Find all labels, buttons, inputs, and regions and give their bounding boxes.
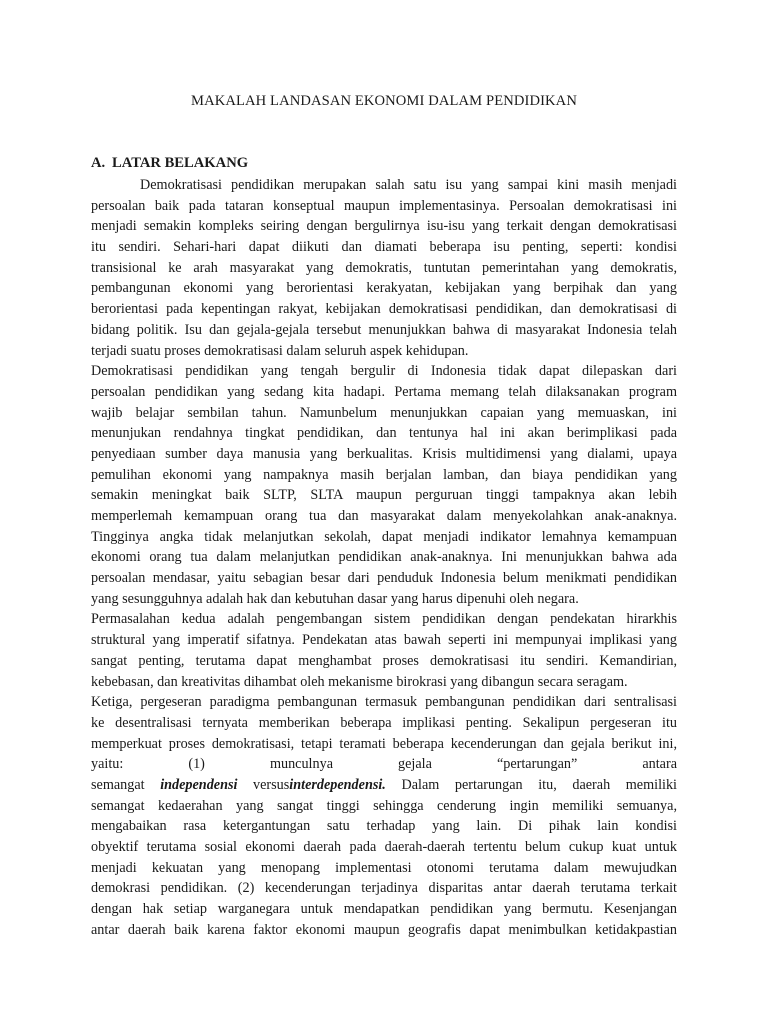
paragraph-line: berorientasi pada kepentingan rakyat, kebijakan demokratisasi pendidikan, dan demokratisasi di	[91, 301, 677, 318]
section-number: A.	[91, 155, 106, 171]
paragraph-line: persoalan pendidikan yang sedang kita hadapi. Pertama memang telah dilaksanakan program	[91, 383, 677, 400]
paragraph-line: pembangunan ekonomi yang berorientasi kerakyatan, kebijakan yang berpihak dan yang	[91, 280, 677, 297]
document-title: MAKALAH LANDASAN EKONOMI DALAM PENDIDIKAN	[191, 93, 577, 109]
paragraph-line: demokrasi pendidikan. (2) kecenderungan terjadinya disparitas antar daerah terutama terkait	[91, 880, 677, 897]
versus-text: versus	[237, 776, 290, 793]
paragraph-line: kebebasan, dan kreativitas dihambat oleh mekanisme birokrasi yang dibangun secara seragam.	[91, 673, 628, 690]
paragraph-line: dengan hak setiap warganegara untuk mendapatkan pendidikan yang bermutu. Kesenjangan	[91, 901, 677, 918]
paragraph-line: ke desentralisasi ternyata memberikan beberapa implikasi penting. Sekalipun pergeseran itu	[91, 714, 677, 731]
paragraph-line: menjadi kekuatan yang menopang implementasi otonomi terutama dalam mewujudkan	[91, 859, 677, 876]
paragraph-line	[91, 940, 677, 961]
term-independensi: independensi	[160, 776, 238, 793]
paragraph-line: Demokratisasi pendidikan merupakan salah satu isu yang sampai kini masih menjadi	[140, 177, 677, 193]
paragraph-line-emphasis	[91, 775, 677, 796]
paragraph-line: memperlemah kemampuan orang tua dan masyarakat dalam menyekolahkan anak-anaknya.	[91, 508, 677, 524]
semangat-suffix: Dalam pertarungan itu, daerah memiliki	[385, 776, 677, 793]
paragraph-line: memperkuat proses demokratisasi, tetapi teramati beberapa kecenderungan dan gejala berikut ini,	[91, 735, 677, 752]
paragraph-line: penyediaan sumber daya manusia yang berkualitas. Krisis multidimensi yang dialami, upaya	[91, 445, 677, 462]
paragraph-line: pemulihan ekonomi yang nampaknya masih berjalan lamban, dan biaya pendidikan yang	[91, 466, 677, 483]
paragraph-line: yaitu: (1) munculnya gejala “pertarungan” antara	[91, 756, 677, 773]
paragraph-line: Demokratisasi pendidikan yang tengah bergulir di Indonesia tidak dapat dilepaskan dari	[91, 363, 677, 380]
paragraph-line: menjadi semakin kompleks seiring dengan bergulirnya isu-isu yang terkait dengan demokratisasi	[91, 218, 677, 235]
paragraph-line: obyektif terutama sosial ekonomi daerah pada daerah-daerah tertentu belum cukup kuat untuk	[91, 839, 677, 855]
section-heading-text: LATAR BELAKANG	[112, 155, 249, 171]
paragraph-line: Permasalahan kedua adalah pengembangan sistem pendidikan dengan pendekatan hirarkhis	[91, 611, 677, 628]
paragraph-line: terjadi suatu proses demokratisasi dalam seluruh aspek kehidupan.	[91, 342, 469, 359]
paragraph-line: persoalan baik pada tataran konseptual maupun implementasinya. Persoalan demokratisasi ini	[91, 197, 677, 214]
paragraph-line: transisional ke arah masyarakat yang demokratis, tuntutan pemerintahan yang demokratis,	[91, 259, 677, 276]
paragraph-line: semakin meningkat baik SLTP, SLTA maupun perguruan tinggi tampaknya akan lebih	[91, 487, 677, 504]
paragraph-line: bidang politik. Isu dan gejala-gejala tersebut menunjukkan bahwa di masyarakat Indonesia telah	[91, 321, 677, 338]
paragraph-line: menunjukan rendahnya tingkat pendidikan, dan tentunya hal ini akan berimplikasi pada	[91, 425, 677, 442]
paragraph-line: itu sendiri. Sehari-hari dapat diikuti dan diamati beberapa isu penting, seperti: kondisi	[91, 239, 677, 256]
section-heading	[91, 155, 248, 172]
paragraph-line: semangat kedaerahan yang sangat tinggi sehingga cenderung ingin memiliki semuanya,	[91, 797, 677, 814]
paragraph-line: persoalan mendasar, yaitu sebagian besar dari penduduk Indonesia belum menikmati pendidikan	[91, 570, 677, 587]
paragraph-line: ekonomi orang tua dalam melanjutkan pendidikan anak-anaknya. Ini menunjukkan bahwa ada	[91, 549, 677, 566]
semangat-prefix: semangat	[91, 776, 161, 793]
document-body	[91, 175, 677, 961]
paragraph-line: yang sesungguhnya adalah hak dan kebutuhan dasar yang harus dipenuhi oleh negara.	[91, 590, 579, 607]
paragraph-line: mengabaikan rasa ketergantungan satu terhadap yang lain. Di pihak lain kondisi	[91, 818, 677, 835]
paragraph-line: Tingginya angka tidak melanjutkan sekolah, dapat menjadi indikator lemahnya kemampuan	[91, 528, 677, 545]
paragraph-line: sangat penting, terutama dapat menghambat proses demokratisasi itu sendiri. Kemandirian,	[91, 652, 677, 669]
paragraph-line: wajib belajar sembilan tahun. Namunbelum menunjukkan capaian yang memuaskan, ini	[91, 404, 677, 421]
paragraph-line: Ketiga, pergeseran paradigma pembangunan termasuk pembangunan pendidikan dari sentralisasi	[91, 694, 677, 711]
term-interdependensi: interdependensi.	[289, 776, 386, 793]
paragraph-line: struktural yang imperatif sifatnya. Pendekatan atas bawah seperti ini mempunyai implikasi yang	[91, 632, 677, 649]
paragraph-line: antar daerah baik karena faktor ekonomi maupun geografis dapat menimbulkan ketidakpastian	[91, 921, 677, 938]
